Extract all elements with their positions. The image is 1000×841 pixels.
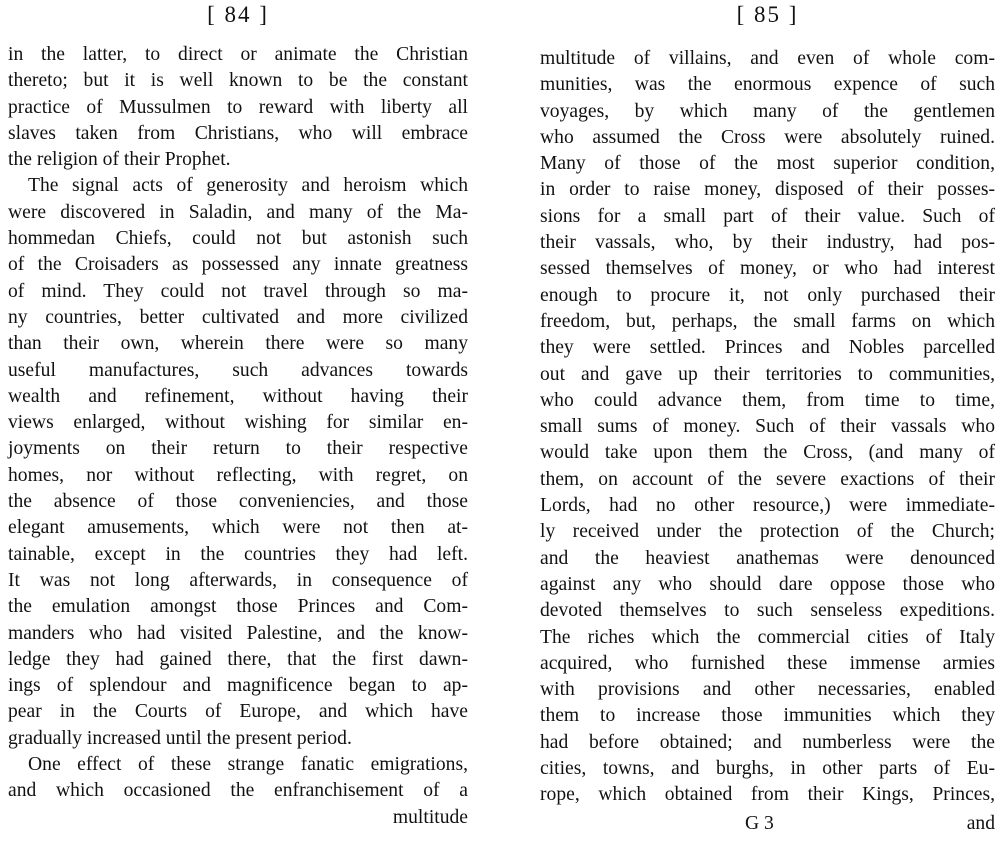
text-line: slaves taken from Christians, who will embrace (8, 122, 468, 144)
page-text (8, 42, 468, 831)
text-line: homes, nor without reflecting, with regret, on (8, 464, 468, 486)
text-line: acquired, who furnished these immense armies (540, 652, 995, 674)
text-line: sions for a small part of their value. Such of (540, 205, 995, 227)
text-line: hommedan Chiefs, could not but astonish such (8, 228, 468, 250)
text-line: they were settled. Princes and Nobles parcelled (540, 337, 995, 359)
text-line: enough to procure it, not only purchased their (540, 284, 995, 306)
catchword: and (966, 813, 995, 834)
text-line: gradually increased until the present period. (8, 727, 352, 749)
text-line: ings of splendour and magnificence began to ap- (8, 675, 468, 697)
text-line: The riches which the commercial cities of Italy (540, 626, 995, 648)
text-line: elegant amusements, which were not then at- (8, 517, 468, 539)
signature-mark: G 3 (745, 813, 774, 834)
text-line: devoted themselves to such senseless expeditions. (540, 600, 995, 622)
text-line: them to increase those immunities which they (540, 705, 995, 727)
text-line: tainable, except in the countries they had left. (8, 543, 468, 565)
text-line: sessed themselves of money, or who had interest (540, 258, 995, 280)
text-line: Many of those of the most superior condition, (540, 153, 995, 175)
text-line: views enlarged, without wishing for similar en- (8, 412, 468, 434)
text-line: cities, towns, and burghs, in other parts of Eu- (540, 758, 995, 780)
text-line: Lords, had no other resource,) were immediate- (540, 495, 995, 517)
catchword: multitude (392, 806, 468, 828)
text-line: voyages, by which many of the gentlemen (540, 100, 995, 122)
text-line: and the heaviest anathemas were denounced (540, 547, 995, 569)
text-line: freedom, but, perhaps, the small farms on which (540, 310, 995, 332)
text-line: in order to raise money, disposed of their posses- (540, 179, 995, 201)
text-line: the religion of their Prophet. (8, 149, 231, 171)
text-line: had before obtained; and numberless were the (540, 731, 995, 753)
text-line: wealth and refinement, without having their (8, 385, 468, 407)
text-line: of the Croisaders as possessed any innate greatness (8, 254, 468, 276)
text-line: out and gave up their territories to communities, (540, 363, 995, 385)
text-line: thereto; but it is well known to be the constant (8, 70, 468, 92)
text-line: One effect of these strange fanatic emigrations, (28, 754, 468, 776)
right-page (540, 0, 995, 841)
text-line: their vassals, who, by their industry, had pos- (540, 232, 995, 254)
text-line: joyments on their return to their respective (8, 438, 468, 460)
text-line: of mind. They could not travel through so ma- (8, 280, 468, 302)
text-line: pear in the Courts of Europe, and which have (8, 701, 468, 723)
text-line: who assumed the Cross were absolutely ruined. (540, 126, 995, 148)
text-line: practice of Mussulmen to reward with liberty all (8, 96, 468, 118)
text-line: rope, which obtained from their Kings, Princes, (540, 784, 995, 806)
text-line: ly received under the protection of the Church; (540, 521, 995, 543)
text-line: It was not long afterwards, in consequence of (8, 569, 468, 591)
text-line: were discovered in Saladin, and many of the Ma- (8, 201, 468, 223)
left-page (8, 0, 468, 841)
text-line: munities, was the enormous expence of such (540, 74, 995, 96)
page-footer (540, 811, 995, 837)
text-line: them, on account of the severe exactions of their (540, 468, 995, 490)
text-line: the emulation amongst those Princes and Com- (8, 596, 468, 618)
text-line: and which occasioned the enfranchisement of a (8, 780, 468, 802)
text-line: The signal acts of generosity and heroism which (28, 175, 468, 197)
text-line: useful manufactures, such advances towards (8, 359, 468, 381)
text-line: than their own, wherein there were so many (8, 333, 468, 355)
text-line: multitude of villains, and even of whole com- (540, 48, 995, 69)
text-line: against any who should dare oppose those who (540, 573, 995, 595)
text-line: the absence of those conveniencies, and those (8, 491, 468, 513)
text-line: ny countries, better cultivated and more civilized (8, 306, 468, 328)
text-line: small sums of money. Such of their vassals who (540, 416, 995, 438)
text-line: with provisions and other necessaries, enabled (540, 679, 995, 701)
page-number: [ 85 ] (736, 2, 799, 27)
page-number: [ 84 ] (207, 2, 269, 27)
page-text (540, 46, 995, 809)
text-line: who could advance them, from time to time, (540, 389, 995, 411)
text-line: ledge they had gained there, that the first dawn- (8, 648, 468, 670)
text-line: in the latter, to direct or animate the Christian (8, 44, 468, 65)
text-line: manders who had visited Palestine, and the know- (8, 622, 468, 644)
text-line: would take upon them the Cross, (and many of (540, 442, 995, 464)
